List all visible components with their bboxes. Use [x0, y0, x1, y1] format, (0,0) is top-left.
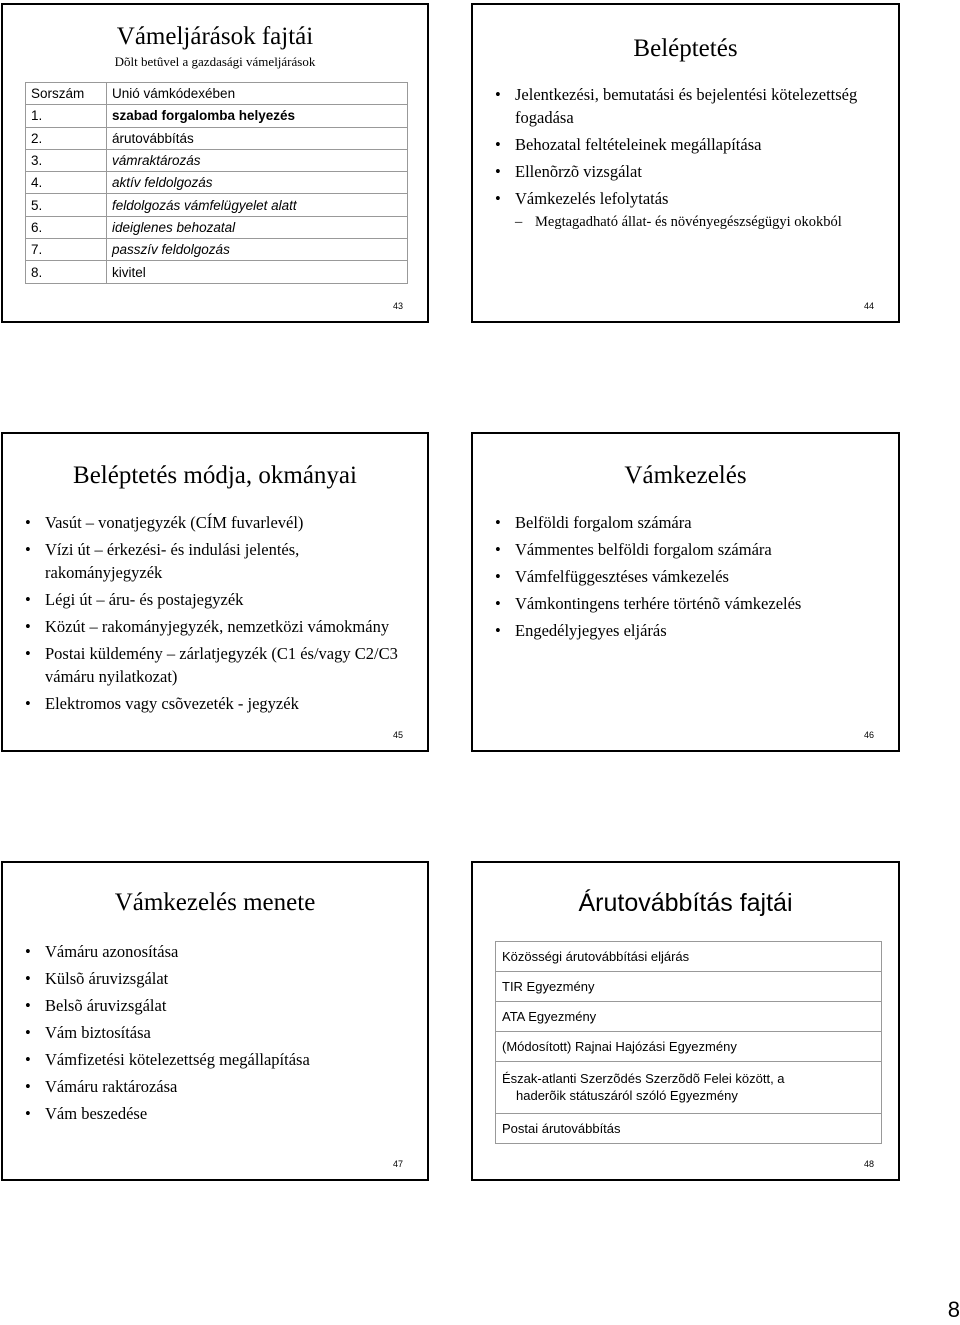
list-item: • Vám beszedése [25, 1102, 415, 1125]
procedure-name: kivitel [107, 261, 408, 283]
list-item: • Vízi út – érkezési- és indulási jelentés, rakományjegyzék [25, 538, 405, 584]
table-header-cell: Sorszám [26, 83, 107, 105]
procedure-name: szabad forgalomba helyezés [107, 105, 408, 127]
list-item: • Közút – rakományjegyzék, nemzetközi vámokmány [25, 615, 405, 638]
table-row [26, 105, 408, 127]
list-item: • Postai küldemény – zárlatjegyzék (C1 és/vagy C2/C3 vámáru nyilatkozat) [25, 642, 405, 688]
slide-number: 44 [863, 301, 874, 311]
slide-48 [471, 861, 900, 1181]
list-item: • Légi út – áru- és postajegyzék [25, 588, 405, 611]
row-number: 7. [26, 239, 107, 261]
transit-types-box [495, 941, 882, 1144]
procedure-name: ideiglenes behozatal [107, 216, 408, 238]
slide-number: 46 [863, 730, 874, 740]
list-item: • Vámáru azonosítása [25, 940, 415, 963]
slide-44 [471, 3, 900, 323]
bullet-list [25, 940, 415, 1129]
slide-subtitle: Dõlt betûvel a gazdasági vámeljárások [114, 54, 316, 69]
list-item: • Vámmentes belföldi forgalom számára [495, 538, 885, 561]
list-item: • Külsõ áruvizsgálat [25, 967, 415, 990]
slide-45 [1, 432, 429, 752]
list-item: • Ellenõrzõ vizsgálat [495, 160, 885, 183]
row-number: 2. [26, 127, 107, 149]
slide-number: 45 [392, 730, 403, 740]
procedure-table [25, 82, 408, 284]
list-item: • Jelentkezési, bemutatási és bejelentési kötelezettség fogadása [495, 83, 885, 129]
slide-title: Vámkezelés [624, 462, 747, 489]
slide-46 [471, 432, 900, 752]
list-item: • Vasút – vonatjegyzék (CÍM fuvarlevél) [25, 511, 405, 534]
list-item: • Vámfizetési kötelezettség megállapítása [25, 1048, 415, 1071]
bullet-list [25, 511, 405, 719]
row-number: 3. [26, 149, 107, 171]
row-number: 6. [26, 216, 107, 238]
list-item: • Behozatal feltételeinek megállapítása [495, 133, 885, 156]
list-item: • Belföldi forgalom számára [495, 511, 885, 534]
slide-title: Vámeljárások fajtái [116, 23, 314, 50]
table-row [26, 216, 408, 238]
procedure-name: aktív feldolgozás [107, 172, 408, 194]
list-item: • Vámkontingens terhére történõ vámkezelés [495, 592, 885, 615]
list-item: • Belsõ áruvizsgálat [25, 994, 415, 1017]
slide-number: 43 [392, 301, 403, 311]
procedure-name: feldolgozás vámfelügyelet alatt [107, 194, 408, 216]
slide-47 [1, 861, 429, 1181]
list-item: TIR Egyezmény [496, 972, 881, 1002]
slide-title: Beléptetés [633, 35, 738, 62]
list-item: • Vámáru raktározása [25, 1075, 415, 1098]
list-item: • Vámkezelés lefolytatás [495, 187, 885, 210]
table-row [26, 149, 408, 171]
row-number: 8. [26, 261, 107, 283]
table-header-cell: Unió vámkódexében [107, 83, 408, 105]
row-number: 1. [26, 105, 107, 127]
table-row [26, 172, 408, 194]
list-item: Közösségi árutovábbítási eljárás [496, 942, 881, 972]
bullet-list [495, 511, 885, 646]
slide-number: 47 [392, 1159, 403, 1169]
procedure-name: vámraktározás [107, 149, 408, 171]
table-row [26, 127, 408, 149]
list-item: ATA Egyezmény [496, 1002, 881, 1032]
procedure-name: árutovábbítás [107, 127, 408, 149]
list-item: • Elektromos vagy csõvezeték - jegyzék [25, 692, 405, 715]
table-row [26, 239, 408, 261]
list-item: (Módosított) Rajnai Hajózási Egyezmény [496, 1032, 881, 1062]
slide-title: Árutovábbítás fajtái [578, 889, 793, 917]
list-item-line: Észak-atlanti Szerzõdés Szerzõdõ Felei között, a [502, 1071, 785, 1086]
slide-43 [1, 3, 429, 323]
bullet-list [495, 83, 885, 236]
row-number: 5. [26, 194, 107, 216]
sub-list-item: – Megtagadható állat- és növényegészségügyi okokból [495, 212, 885, 232]
slide-number: 48 [863, 1159, 874, 1169]
slide-title: Beléptetés módja, okmányai [73, 462, 357, 489]
procedure-name: passzív feldolgozás [107, 239, 408, 261]
list-item-line: haderõik státuszáról szóló Egyezmény [516, 1088, 738, 1103]
row-number: 4. [26, 172, 107, 194]
slide-title: Vámkezelés menete [114, 889, 316, 916]
list-item: • Vámfelfüggesztéses vámkezelés [495, 565, 885, 588]
list-item: • Engedélyjegyes eljárás [495, 619, 885, 642]
list-item: • Vám biztosítása [25, 1021, 415, 1044]
table-row [26, 194, 408, 216]
document-page-number: 8 [947, 1297, 960, 1322]
list-item [496, 1062, 881, 1114]
table-row [26, 261, 408, 283]
list-item: Postai árutovábbítás [502, 1121, 621, 1136]
table-header-row [26, 83, 408, 105]
